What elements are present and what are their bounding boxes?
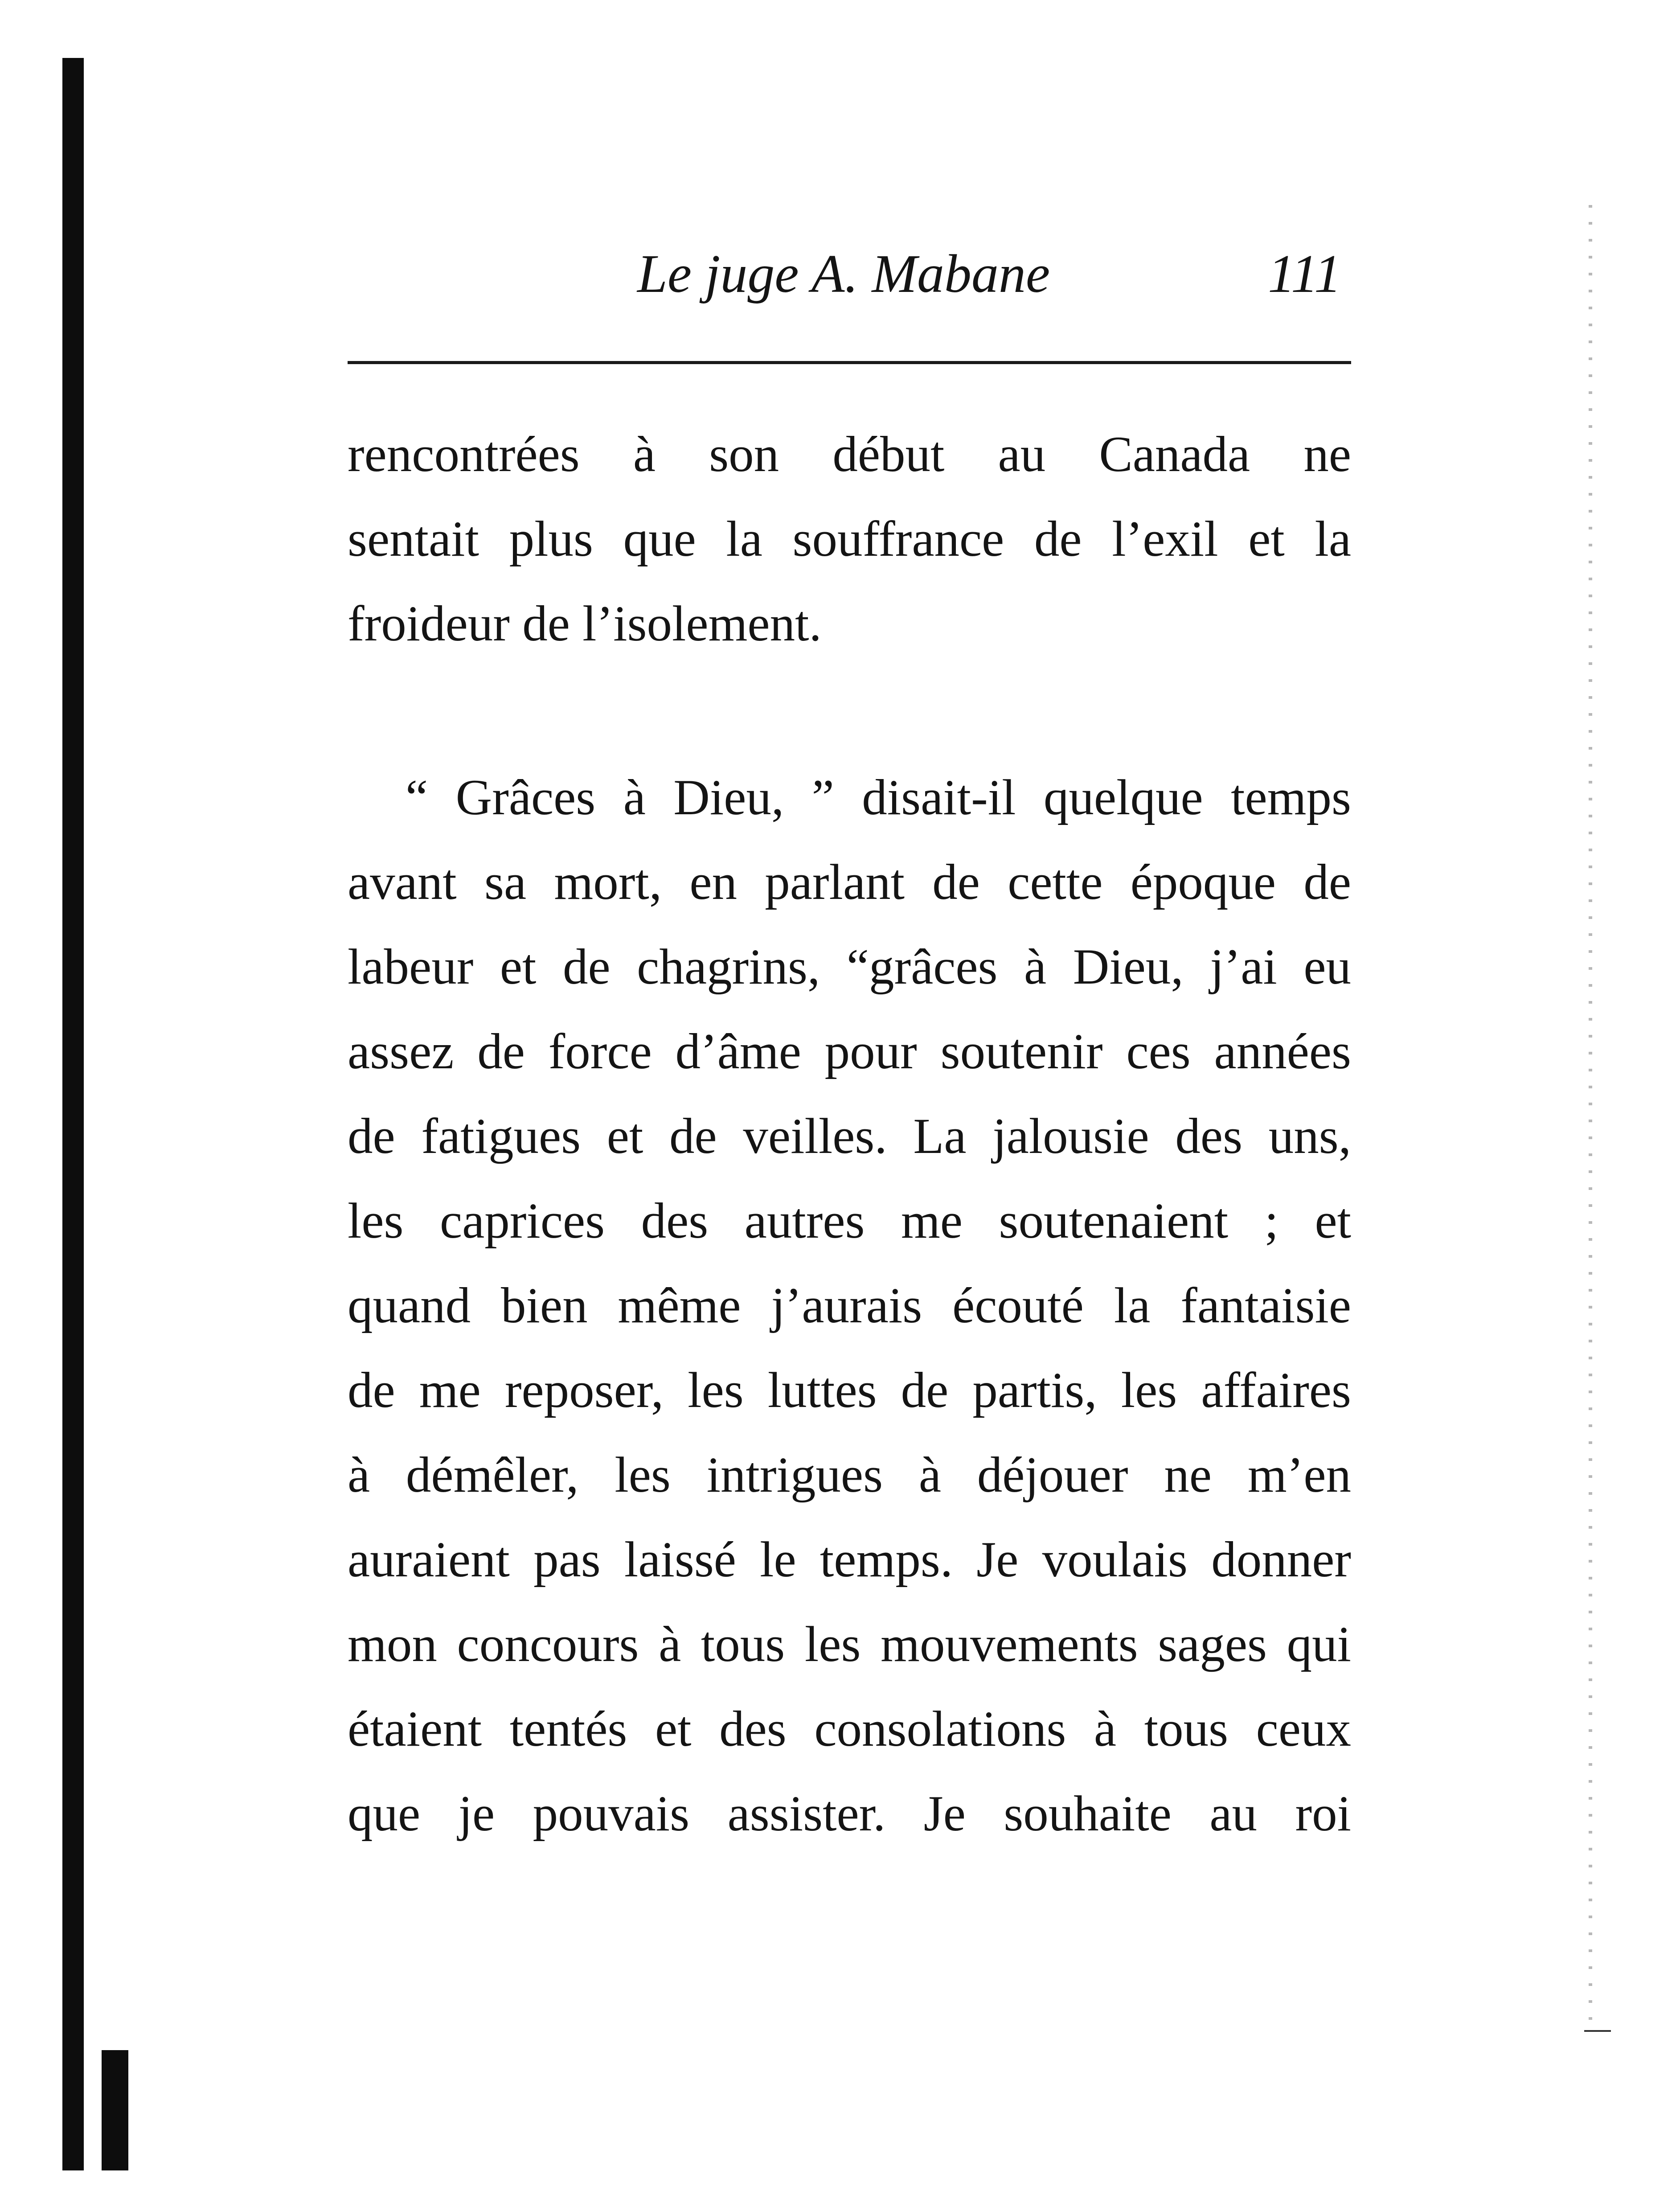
text-line: à démêler, les intrigues à déjouer ne m’en [348,1447,1351,1503]
text-line: les caprices des autres me soutenaient ; et [348,1193,1351,1249]
text-line: quand bien même j’aurais écouté la fantaisie [348,1278,1351,1333]
text-line: assez de force d’âme pour soutenir ces années [348,1024,1351,1079]
binding-edge-shadow [62,58,84,2170]
page-header [348,243,1350,314]
text-line: de fatigues et de veilles. La jalousie des uns, [348,1108,1351,1164]
text-line: que je pouvais assister. Je souhaite au roi [348,1786,1351,1842]
body-text [348,412,1351,1856]
text-line: avant sa mort, en parlant de cette époque de [348,854,1351,910]
text-line: de me reposer, les luttes de partis, les affaires [348,1362,1351,1418]
paragraph-gap [348,666,1351,755]
text-line: étaient tentés et des consolations à tous ceux [348,1701,1351,1757]
text-line: auraient pas laissé le temps. Je voulais donner [348,1532,1351,1588]
text-line: labeur et de chagrins, “grâces à Dieu, j’ai eu [348,939,1351,995]
scan-edge-speckle [1589,205,1592,2032]
text-line: rencontrées à son début au Canada ne [348,427,1351,482]
binding-edge-foot [102,2050,128,2170]
text-line: froideur de l’isolement. [348,596,822,652]
paragraph [348,755,1351,1856]
text-line: sentait plus que la souffrance de l’exil et la [348,511,1351,567]
text-line: mon concours à tous les mouvements sages qui [348,1616,1351,1672]
page-number: 111 [1268,244,1341,304]
header-rule [348,361,1351,364]
text-line: “ Grâces à Dieu, ” disait-il quelque temps [406,770,1351,825]
scan-edge-mark [1584,2030,1611,2032]
running-title: Le juge A. Mabane [637,244,1050,304]
paragraph [348,412,1351,666]
